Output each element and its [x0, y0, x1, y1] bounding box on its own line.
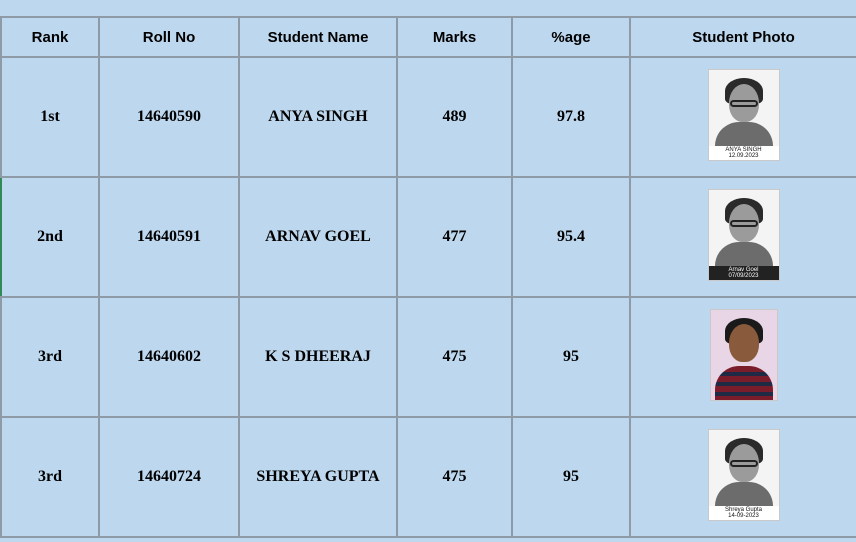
student-name-cell: SHREYA GUPTA [239, 417, 397, 537]
photo-face [729, 324, 759, 362]
row-selection-marker [0, 178, 2, 296]
marks-cell: 477 [397, 177, 512, 297]
student-name-cell: ANYA SINGH [239, 57, 397, 177]
percentage-cell: 95 [512, 297, 630, 417]
table-row [1, 417, 856, 537]
photo-caption [709, 506, 779, 520]
photo-cell [630, 57, 856, 177]
photo-cell [630, 177, 856, 297]
photo-caption [709, 266, 779, 280]
photo-glasses [730, 460, 758, 467]
header-marks: Marks [397, 17, 512, 57]
student-photo [708, 429, 780, 521]
photo-glasses [730, 100, 758, 107]
header-row [1, 17, 856, 57]
percentage-cell: 97.8 [512, 57, 630, 177]
roll-no-cell: 14640602 [99, 297, 239, 417]
percentage-cell: 95.4 [512, 177, 630, 297]
header-percentage: %age [512, 17, 630, 57]
student-photo [710, 309, 778, 401]
roll-no-cell: 14640590 [99, 57, 239, 177]
rank-cell: 1st [1, 57, 99, 177]
table-row [1, 177, 856, 297]
roll-no-cell: 14640591 [99, 177, 239, 297]
photo-caption-date: 14-09-2023 [728, 512, 759, 519]
header-student-photo: Student Photo [630, 17, 856, 57]
bottom-strip [1, 537, 856, 542]
photo-caption-name: ANYA SINGH [725, 146, 762, 153]
student-photo [708, 69, 780, 161]
photo-cell [630, 417, 856, 537]
student-name-cell: ARNAV GOEL [239, 177, 397, 297]
marks-cell: 489 [397, 57, 512, 177]
photo-caption-name: Arnav Goel [728, 266, 759, 273]
marks-cell: 475 [397, 417, 512, 537]
photo-body [715, 122, 773, 148]
photo-cell [630, 297, 856, 417]
photo-caption-date: 07/09/2023 [728, 272, 759, 279]
rank-cell: 3rd [1, 297, 99, 417]
top-strip [1, 0, 856, 17]
photo-body [715, 366, 773, 400]
photo-caption [709, 146, 779, 160]
photo-body [715, 242, 773, 268]
table-row [1, 297, 856, 417]
header-roll-no: Roll No [99, 17, 239, 57]
header-student-name: Student Name [239, 17, 397, 57]
photo-glasses [730, 220, 758, 227]
student-photo [708, 189, 780, 281]
rank-cell: 2nd [1, 177, 99, 297]
table-row [1, 57, 856, 177]
roll-no-cell: 14640724 [99, 417, 239, 537]
photo-caption-date: 12.09.2023 [728, 152, 759, 159]
photo-caption-name: Shreya Gupta [724, 506, 763, 513]
rank-cell: 3rd [1, 417, 99, 537]
student-name-cell: K S DHEERAJ [239, 297, 397, 417]
percentage-cell: 95 [512, 417, 630, 537]
header-rank: Rank [1, 17, 99, 57]
photo-body [715, 482, 773, 508]
marks-cell: 475 [397, 297, 512, 417]
